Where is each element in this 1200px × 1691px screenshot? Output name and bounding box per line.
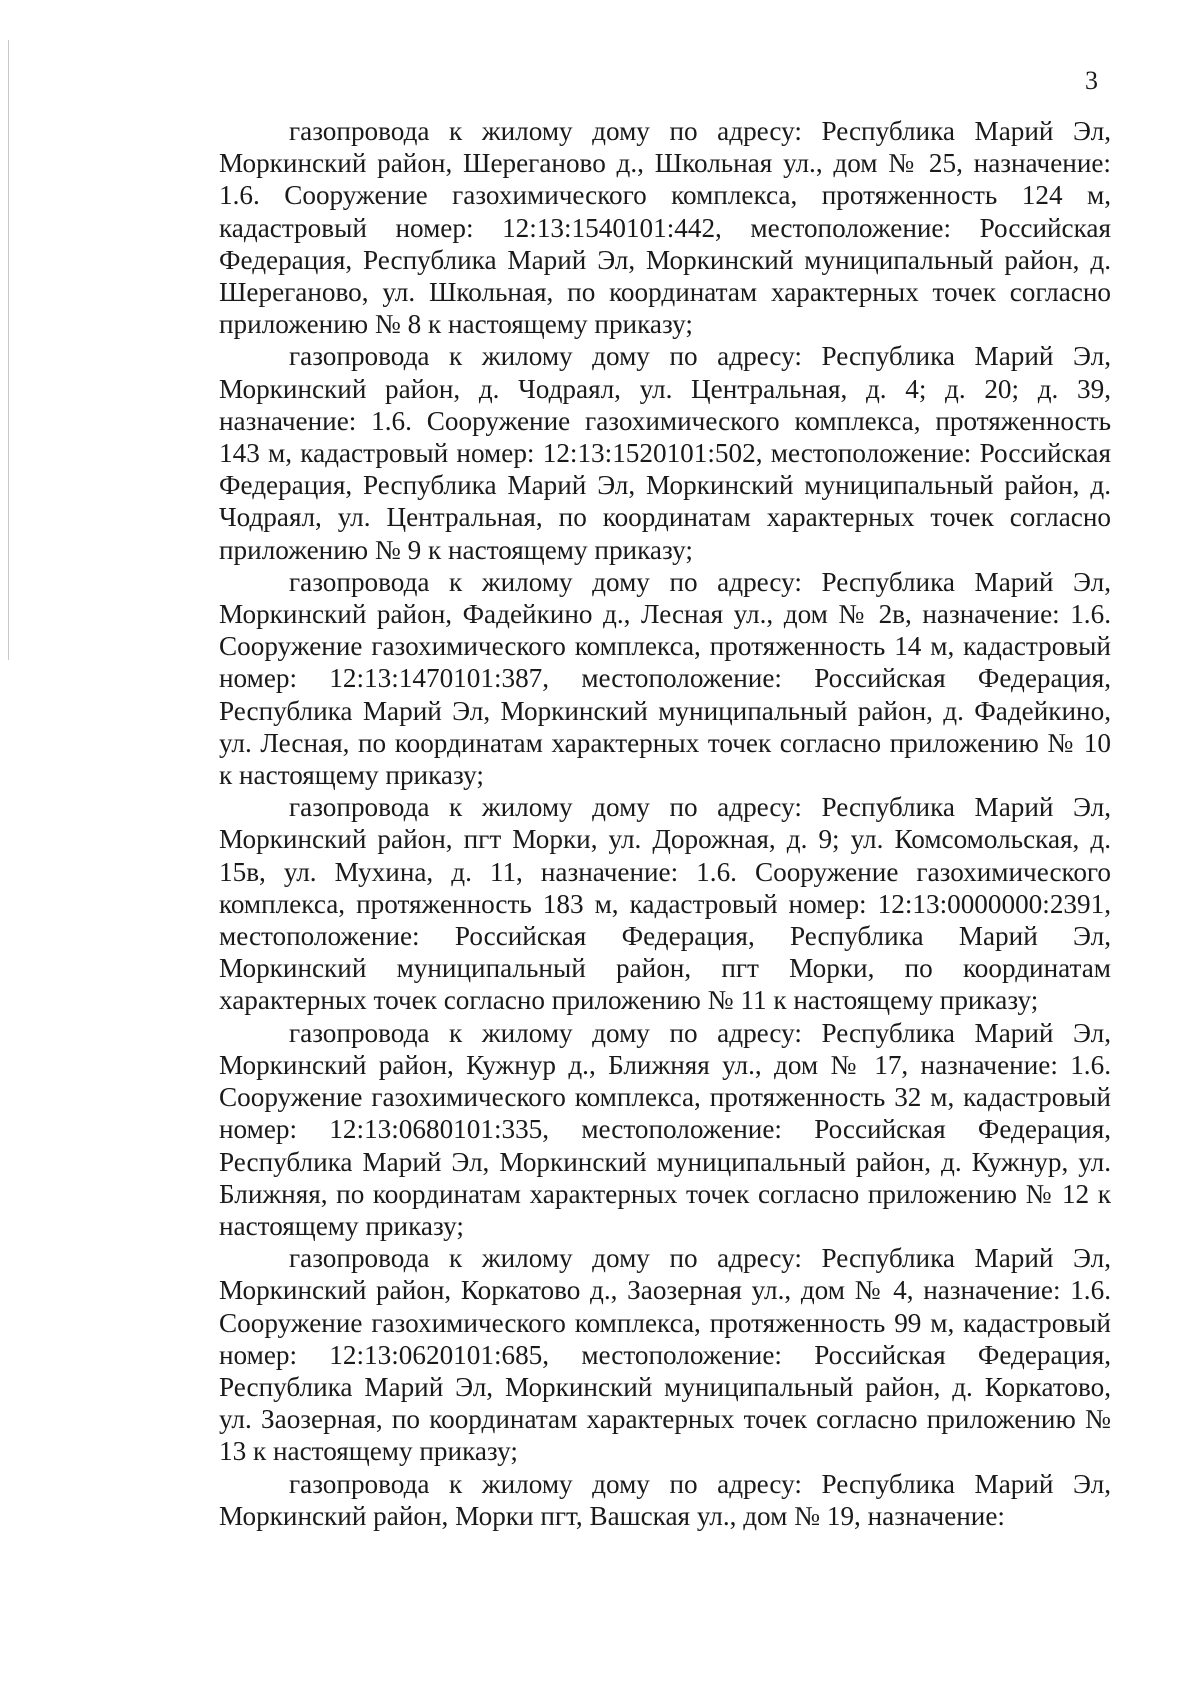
page-number: 3 [1085,66,1098,95]
paragraph-gas-pipeline-kuzhnur: газопровода к жилому дому по адресу: Республика Марий Эл, Моркинский район, Кужнур д., Ближняя ул., дом № 17, назначение: 1.6. Сооружение газохимического комплекса, протяженность 32 м, кадастровый номер: 12:13:0680101:335, местоположение: Российская Федерация, Республика Марий Эл, Моркинский муниципальный район, д. Кужнур, ул. Ближняя, по координатам характерных точек согласно приложению № 12 к настоящему приказу; [219,1017,1111,1241]
paragraph-gas-pipeline-korkatovo: газопровода к жилому дому по адресу: Республика Марий Эл, Моркинский район, Коркатово д., Заозерная ул., дом № 4, назначение: 1.6. Сооружение газохимического комплекса, протяженность 99 м, кадастровый номер: 12:13:0620101:685, местоположение: Российская Федерация, Республика Марий Эл, Моркинский муниципальный район, д. Коркатово, ул. Заозерная, по координатам характерных точек согласно приложению № 13 к настоящему приказу; [219,1243,1111,1467]
paragraph-gas-pipeline-morki-dorozhnaya: газопровода к жилому дому по адресу: Республика Марий Эл, Моркинский район, пгт Морки, ул. Дорожная, д. 9; ул. Комсомольская, д. 15в, ул. Мухина, д. 11, назначение: 1.6. Сооружение газохимического комплекса, протяженность 183 м, кадастровый номер: 12:13:0000000:2391, местоположение: Российская Федерация, Республика Марий Эл, Моркинский муниципальный район, пгт Морки, по координатам характерных точек согласно приложению № 11 к настоящему приказу; [219,792,1111,1016]
document-body [219,115,1111,1532]
paragraph-gas-pipeline-fadeykino: газопровода к жилому дому по адресу: Республика Марий Эл, Моркинский район, Фадейкино д., Лесная ул., дом № 2в, назначение: 1.6. Сооружение газохимического комплекса, протяженность 14 м, кадастровый номер: 12:13:1470101:387, местоположение: Российская Федерация, Республика Марий Эл, Моркинский муниципальный район, д. Фадейкино, ул. Лесная, по координатам характерных точек согласно приложению № 10 к настоящему приказу; [219,566,1111,791]
paragraph-gas-pipeline-morki-vashskaya: газопровода к жилому дому по адресу: Республика Марий Эл, Моркинский район, Морки пгт, Вашская ул., дом № 19, назначение: [219,1468,1111,1531]
scan-edge-line [8,40,9,660]
paragraph-gas-pipeline-shereganovo: газопровода к жилому дому по адресу: Республика Марий Эл, Моркинский район, Шереганово д., Школьная ул., дом № 25, назначение: 1.6. Сооружение газохимического комплекса, протяженность 124 м, кадастровый номер: 12:13:1540101:442, местоположение: Российская Федерация, Республика Марий Эл, Моркинский муниципальный район, д. Шереганово, ул. Школьная, по координатам характерных точек согласно приложению № 8 к настоящему приказу; [219,116,1111,340]
paragraph-gas-pipeline-chodrayal: газопровода к жилому дому по адресу: Республика Марий Эл, Моркинский район, д. Чодраял, ул. Центральная, д. 4; д. 20; д. 39, назначение: 1.6. Сооружение газохимического комплекса, протяженность 143 м, кадастровый номер: 12:13:1520101:502, местоположение: Российская Федерация, Республика Марий Эл, Моркинский муниципальный район, д. Чодраял, ул. Центральная, по координатам характерных точек согласно приложению № 9 к настоящему приказу; [219,341,1111,565]
